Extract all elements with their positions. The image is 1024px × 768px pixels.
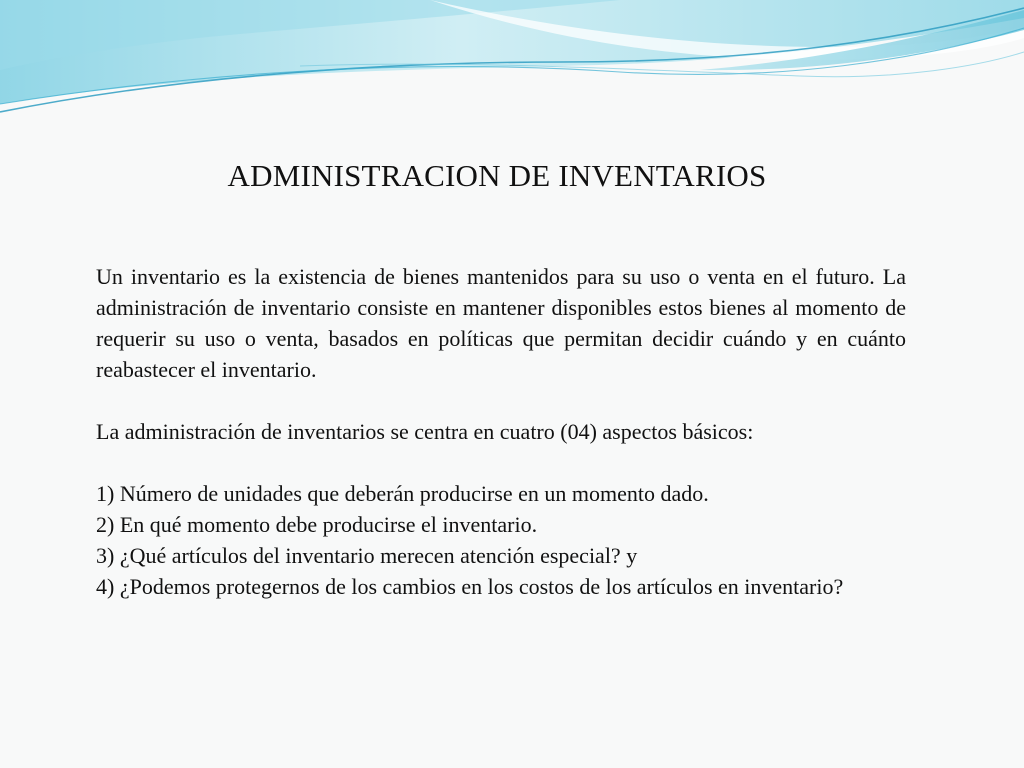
intro-paragraph: Un inventario es la existencia de bienes mantenidos para su uso o venta en el futuro. La administración de inventario consiste en mantener disponibles estos bienes al momento de requerir su uso o venta, basados en políticas que permitan decidir cuándo y en cuánto reabastecer el inventario. bbox=[96, 264, 906, 382]
aspects-list bbox=[96, 478, 906, 602]
aspects-intro-paragraph: La administración de inventarios se centra en cuatro (04) aspectos básicos: bbox=[96, 419, 754, 444]
header-wave-decoration bbox=[0, 0, 1024, 120]
slide-body bbox=[96, 261, 906, 602]
slide-title: ADMINISTRACION DE INVENTARIOS bbox=[227, 158, 767, 193]
list-item: 4) ¿Podemos protegernos de los cambios en los costos de los artículos en inventario? bbox=[96, 574, 844, 599]
list-item: 2) En qué momento debe producirse el inventario. bbox=[96, 512, 538, 537]
list-item: 3) ¿Qué artículos del inventario merecen atención especial? y bbox=[96, 543, 638, 568]
list-item: 1) Número de unidades que deberán producirse en un momento dado. bbox=[96, 481, 709, 506]
